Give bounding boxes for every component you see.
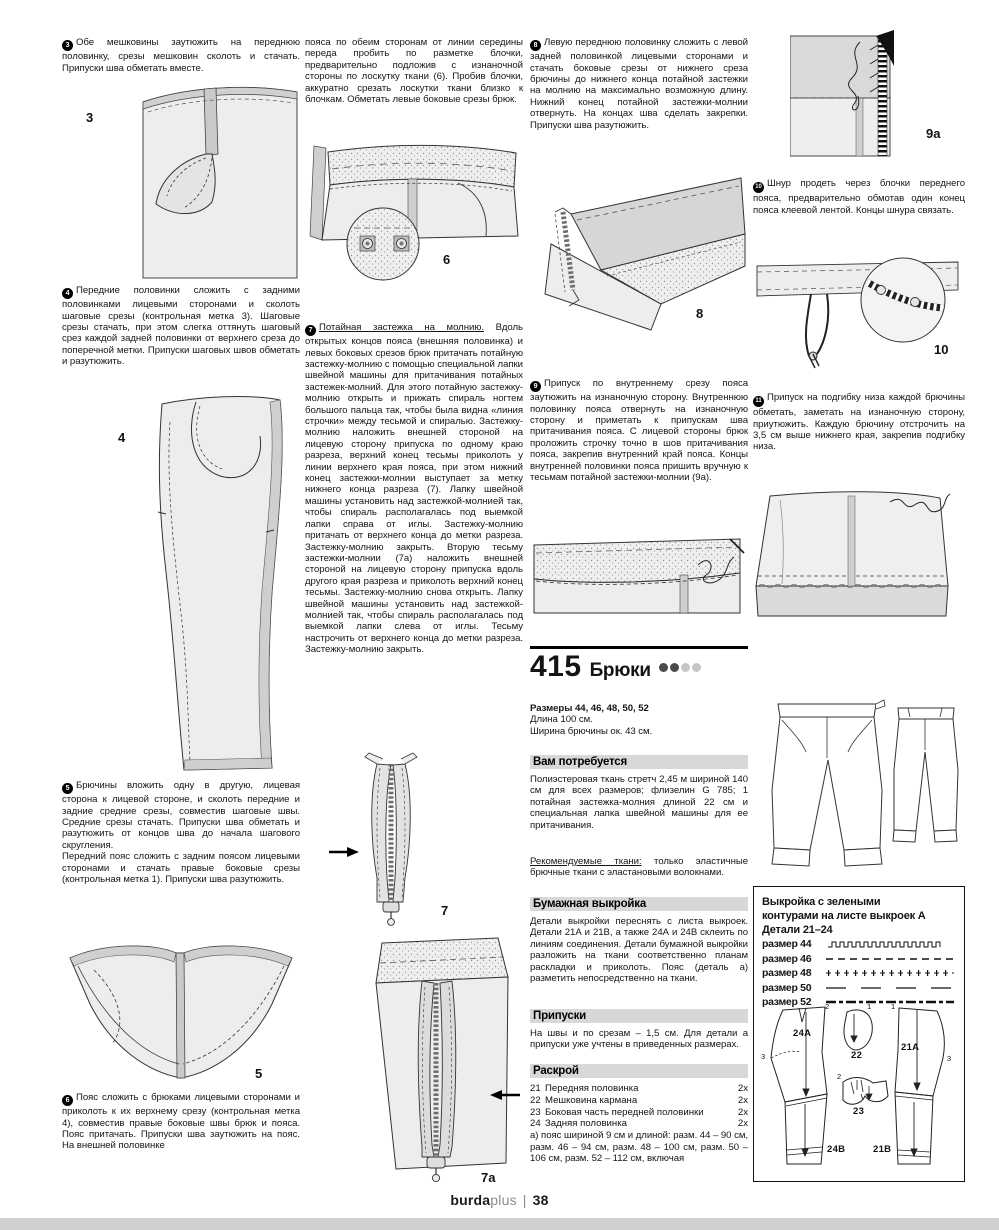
step-number-badge: 4	[62, 288, 73, 299]
pattern-number: 415	[530, 650, 582, 683]
figure-6-label: 6	[443, 252, 451, 267]
drawstring-cord-diagram	[753, 248, 965, 370]
fabrics-label: Рекомендуемые ткани:	[530, 856, 642, 867]
waistband-stitching-diagram	[530, 523, 745, 619]
notch-mark-3: 3	[761, 1052, 766, 1061]
pattern-name: Брюки	[589, 660, 651, 681]
difficulty-dots-icon	[659, 663, 701, 672]
brand-bold: burda	[450, 1192, 491, 1208]
piece-name: Передняя половинка	[545, 1083, 639, 1094]
step-number-badge: 8	[530, 40, 541, 51]
step-text: Брючины вложить одну в другую, лицевая сторона к лицевой стороне, и сколоть передние и задние средние срезы, совместив шаговые швы. Средние срезы стачать. Припуски шва обметать и разутюжить от концов шва до начала шагового скругления.	[62, 780, 300, 851]
pattern-415-section-header	[530, 646, 748, 682]
size-48-row	[762, 966, 956, 981]
eyelet	[911, 298, 920, 307]
figure-3-illustration	[140, 72, 300, 282]
size-label: размер 46	[762, 952, 812, 965]
piece-label-22: 22	[851, 1050, 863, 1061]
piece-qty: 2x	[737, 1118, 748, 1130]
size-50-row	[762, 981, 956, 996]
step-9-paragraph	[530, 378, 748, 483]
size-50-line-style	[824, 983, 956, 993]
piece-label-21b: 21B	[873, 1144, 892, 1155]
piece-number: 22	[530, 1094, 541, 1106]
figure-4-illustration	[100, 392, 300, 777]
figure-7-label: 7	[441, 903, 449, 918]
step-number-badge: 10	[753, 182, 764, 193]
step-number-badge: 7	[305, 325, 316, 336]
pocket-bag-diagram	[140, 72, 300, 282]
size-46-line-style	[824, 954, 956, 964]
figure-10-label: 10	[934, 342, 949, 357]
step-text: Припуск на подгибку низа каждой брючины обметать, заметать на изнаночную сторону, приутюжить. Каждую брючину отстрочить на 3,5 см выше нижнего края, закрепив подгибку низа.	[753, 392, 965, 453]
crotch-seam-diagram	[62, 938, 300, 1086]
fabrics-text: только эластичные брючные ткани с эластановыми волокнами.	[530, 856, 748, 879]
hem-diagram	[740, 488, 962, 622]
size-label: размер 50	[762, 981, 812, 994]
figure-11-illustration	[740, 488, 962, 622]
section-header-cutting: Раскрой	[530, 1064, 748, 1078]
size-label: размер 48	[762, 967, 812, 980]
waistband-eyelets-diagram	[308, 140, 523, 282]
zipper-tape	[878, 38, 887, 156]
pattern-415-sizes	[530, 703, 748, 737]
step-7-paragraph	[305, 322, 523, 656]
step-4-paragraph	[62, 285, 300, 368]
figure-9a-illustration	[790, 30, 912, 158]
figure-7a-label: 7a	[481, 1170, 496, 1185]
step-lead-underlined: Потайная застежка на молнию.	[319, 322, 485, 333]
section-header-allowances: Припуски	[530, 1009, 748, 1023]
piece-name: Задняя половинка	[545, 1118, 627, 1130]
step-text: Шнур продеть через блочки переднего пояса, предварительно обмотав один конец пояса клеевой лентой. Концы шнура связать.	[753, 178, 965, 216]
figure-5-illustration	[62, 938, 300, 1086]
paper-pattern-text: Детали выкройки переснять с листа выкроек. Детали 21А и 21В, а также 24А и 24В склеить по линиям соединения. Детали бумажной выкройки разложить на ткани соответственно планам раскладки и приколоть. Пояс (деталь а) разметить непосредственно на ткани.	[530, 916, 748, 985]
step-number-badge: 11	[753, 396, 764, 407]
figure-7-illustration	[325, 752, 470, 930]
page-footer	[0, 1192, 999, 1208]
piece-qty: 2x	[737, 1106, 748, 1118]
figure-9a-label: 9a	[926, 126, 941, 141]
section-header-paper-pattern: Бумажная выкройка	[530, 897, 748, 911]
piece-number: 21	[530, 1083, 541, 1094]
pattern-box-title-line2: контурами на листе выкроек А	[762, 910, 926, 922]
piece-label-24b: 24B	[827, 1144, 846, 1155]
piece-number: 23	[530, 1106, 541, 1118]
zipper-on-garment-diagram	[356, 935, 524, 1187]
notch-mark-2b: 2	[837, 1072, 842, 1081]
figure-5-label: 5	[255, 1066, 263, 1081]
cord-end	[806, 294, 811, 356]
step-number-badge: 5	[62, 783, 73, 794]
you-need-text: Полиэстеровая ткань стретч 2,45 м шириной 140 см для всех размеров; флизелин G 785; 1 потайная застежка-молния длиной 22 см и специальная лапка швейной машины для ее притачивания.	[530, 774, 748, 831]
side-seam-zipper-diagram	[543, 172, 748, 334]
pattern-pieces-diagram	[761, 1002, 957, 1174]
size-48-line-style	[824, 968, 956, 978]
notch-mark-1b: 1	[891, 1002, 896, 1011]
header-rule	[530, 646, 748, 649]
notch-mark-1: 1	[867, 1002, 872, 1011]
step-number-badge: 3	[62, 40, 73, 51]
zipper-slider	[383, 902, 399, 912]
pattern-box-title-line3: Детали 21–24	[762, 924, 833, 936]
piece-label-23: 23	[853, 1106, 865, 1117]
cutting-list-row	[530, 1107, 748, 1119]
size-44-row	[762, 937, 956, 952]
piece-number: 24	[530, 1118, 541, 1130]
zipper-slider	[427, 1157, 445, 1168]
trousers-front-back-views	[758, 690, 963, 880]
eyelet-left	[360, 236, 375, 251]
figure-8-illustration	[543, 172, 748, 334]
piece-name: Боковая часть передней половинки	[545, 1106, 704, 1118]
notch-mark-2: 2	[825, 1002, 830, 1011]
step-text: пояса по обеим сторонам от линии середины переда пробить по разметке блочки, предварительно подложив с изнаночной стороны по лоскутку ткани (6). Пробив блочки, аккуратно срезать лоскутки ткани близко к блочкам. Обметать левые боковые срезы брюк.	[305, 37, 523, 106]
piece-name: Мешковина кармана	[545, 1094, 638, 1106]
step-10-paragraph	[753, 178, 965, 216]
step-text: Припуск по внутреннему срезу пояса заутюжить на изнаночную сторону. Внутреннюю половинку пояса отвернуть на изнаночную сторону и приметать к припускам шва притачивания пояса. С лицевой стороны брюк проложить строчку точно в шов притачивания пояса, закрепив внутренний край пояса. Концы внутренней половинки пояса пришить вручную к тесьмам потайной застежки-молнии (9а).	[530, 378, 748, 484]
section-header-you-need: Вам потребуется	[530, 755, 748, 769]
figure-6-illustration	[308, 140, 523, 282]
figure-3-label: 3	[86, 110, 94, 125]
piece-qty: 2x	[737, 1094, 748, 1106]
step-3-paragraph	[62, 37, 300, 74]
pattern-sheet-box	[753, 886, 965, 1182]
step-text: Левую переднюю половинку сложить с левой задней половинкой лицевыми сторонами и стачать боковые срезы от нижнего среза брючины до нижнего конца потайной застежки на молнию на максимально возможную длину. Нижний конец потайной застежки-молнии отвернуть. На концах шва сделать закрепки. Припуски шва разутюжить.	[530, 37, 748, 131]
size-44-line-style	[824, 939, 956, 949]
allowances-text: На швы и по срезам – 1,5 см. Для детали а припуски уже учтены в приведенных размерах.	[530, 1028, 748, 1051]
figure-4-label: 4	[118, 430, 126, 445]
cutting-list	[530, 1083, 748, 1164]
invisible-zipper-diagram	[325, 752, 470, 930]
step-8-paragraph	[530, 37, 748, 131]
piece-qty: 2x	[737, 1083, 748, 1094]
step-number-badge: 6	[62, 1095, 73, 1106]
width-line: Ширина брючины ок. 43 см.	[530, 725, 653, 737]
sizes-line: Размеры 44, 46, 48, 50, 52	[530, 703, 649, 714]
eyelet-right	[394, 236, 409, 251]
figure-8-label: 8	[696, 306, 704, 321]
pattern-pieces-outlines	[761, 1002, 957, 1174]
technical-drawing-trousers	[758, 690, 963, 880]
cord-end	[817, 294, 828, 354]
step-number-badge: 9	[530, 381, 541, 392]
figure-9-illustration	[530, 523, 745, 619]
step-11-paragraph	[753, 392, 965, 453]
brand-light: plus	[490, 1192, 517, 1208]
step-5-paragraph	[62, 780, 300, 885]
arrow-icon	[329, 847, 359, 857]
step-text: Передние половинки сложить с задними половинками лицевыми сторонами и сколоть шаговые срезы (контрольная метка 3). Шаговые срезы стачать, при этом слегка оттянуть шаговый срез каждой задней половинки от верхнего среза до поперечной метки. Припуски шаговых швов обметать и разутюжить.	[62, 285, 300, 368]
notch-mark-3b: 3	[947, 1054, 952, 1063]
pattern-box-title-line1: Выкройка с зелеными	[762, 896, 881, 908]
footer-separator: |	[522, 1192, 527, 1208]
piece-label-24a: 24A	[793, 1028, 812, 1039]
recommended-fabrics	[530, 856, 748, 879]
step-6-paragraph	[62, 1092, 300, 1152]
piece-label-21a: 21A	[901, 1042, 920, 1053]
step-text-continued: Передний пояс сложить с задним поясом лицевыми сторонами и стачать правые боковые срезы (контрольная метка 1). Припуски шва разутюжить.	[62, 851, 300, 886]
cutting-list-row	[530, 1118, 748, 1130]
step-text: Пояс сложить с брюками лицевыми сторонами и приколоть к их верхнему срезу (контрольная метка 4), совместив правые боковые швы брюк и пояса. Пояс притачать. Припуски шва заутюжить на пояс. На внешней половинке	[62, 1092, 300, 1152]
waistband-zipper-tape-diagram	[790, 30, 912, 158]
page-bottom-edge	[0, 1218, 999, 1230]
step-text: Обе мешковины заутюжить на переднюю половинку, срезы мешковин сколоть и стачать. Припуски шва обметать вместе.	[62, 37, 300, 74]
size-label: размер 44	[762, 938, 812, 951]
cutting-list-row	[530, 1095, 748, 1107]
step-6-continuation	[305, 37, 523, 105]
size-label: размер 52	[762, 996, 812, 1009]
page-number: 38	[532, 1192, 549, 1208]
size-46-row	[762, 952, 956, 967]
length-line: Длина 100 см.	[530, 714, 593, 726]
figure-7a-illustration	[356, 935, 524, 1187]
cutting-list-row	[530, 1083, 748, 1095]
trouser-leg-piece-diagram	[100, 392, 300, 777]
eyelet	[877, 286, 886, 295]
figure-10-illustration	[753, 248, 965, 370]
cutting-note: а) пояс шириной 9 см и длиной: разм. 44 – 90 см, разм. 46 – 94 см, разм. 48 – 100 см, разм. 50 – 106 см, разм. 52 – 112 см, включая	[530, 1130, 748, 1164]
step-text: Вдоль открытых концов пояса (внешняя половинка) и левых боковых срезов брюк притачать потайную застежку-молнию с помощью специальной лапки швейной машины для притачивания потайных застежек-молний. Для этого потайную застежку-молнию открыть и прижать спираль ногтем большого пальца так, чтобы была видна «линия строчки» между тесьмой и спиралью. Застежку-молнию наложить внешней стороной на лицевую сторону припуска по одному краю разреза, верхний конец тесьмы приколоть у линии верхнего края пояса, при этом нижний конец застежки-молнии выступает за метку нижнего конца разреза (7). Лапку швейной машины установить над застежкой-молнией так, чтобы спираль располагалась под выемкой лапки справа от иглы. Застежку-молнию притачать от верхнего конца до метки разреза. Застежку-молнию закрыть. Вторую тесьму застежки-молнии (7а) наложить внешней стороной на лицевую сторону припуска вдоль другого края разреза и приколоть верхний конец тесьмы. Застежку-молнию снова открыть. Лапку швейной машины установить над застежкой-молнией так, чтобы спираль располагалась под выемкой лапки слева от иглы. Тесьму настрочить от верхнего конца до метки разреза. Застежку-молнию закрыть.	[305, 322, 523, 656]
